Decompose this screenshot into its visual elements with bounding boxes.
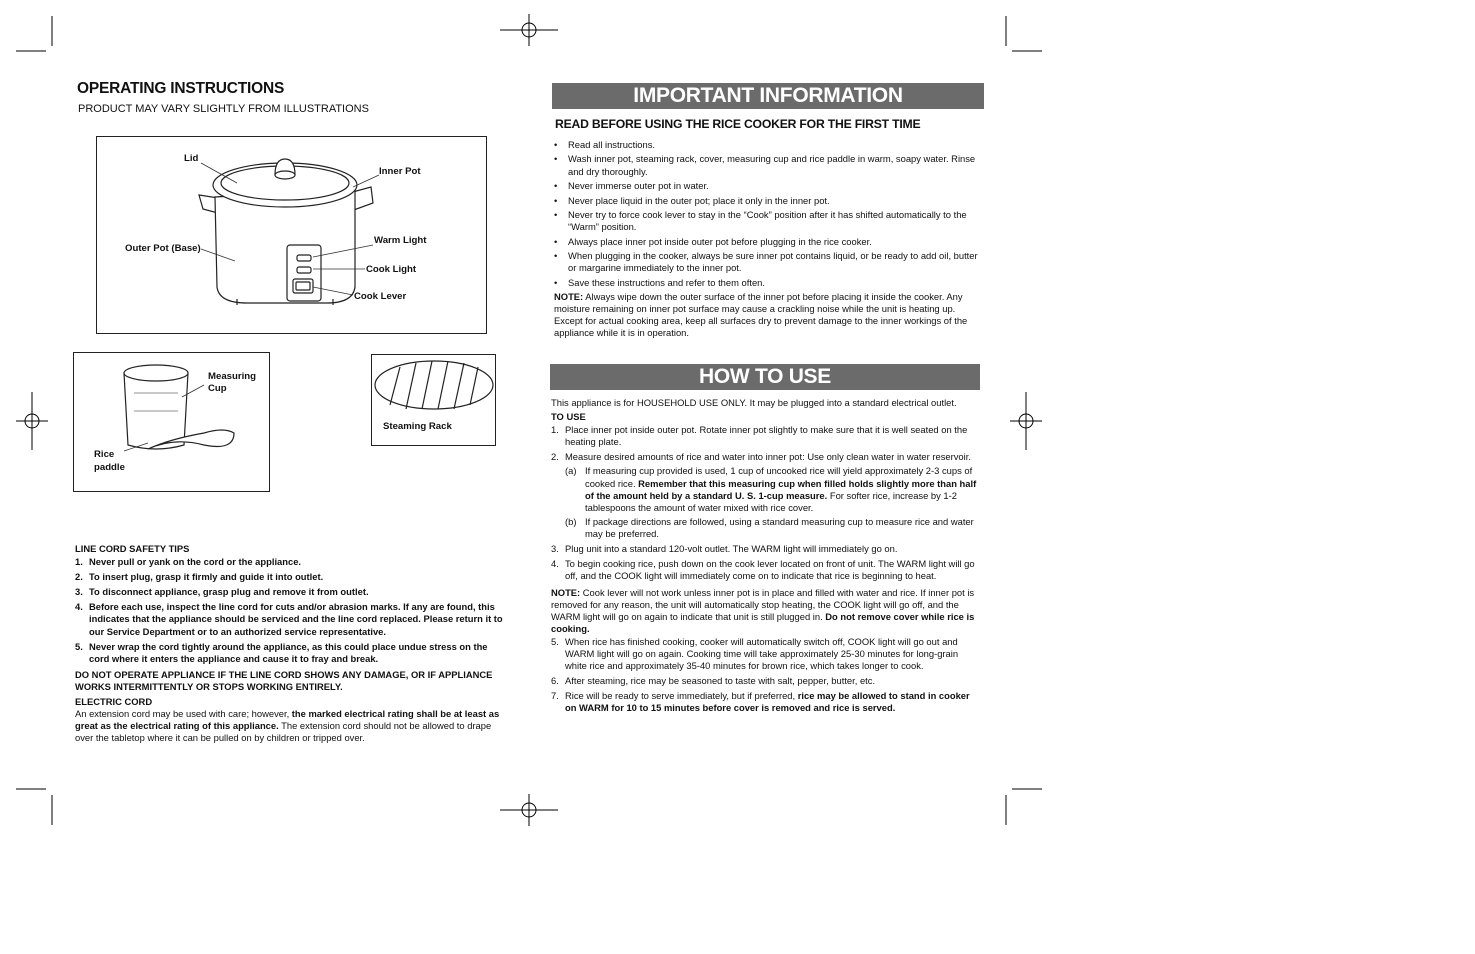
rack-rim xyxy=(375,361,493,409)
list-item: 3. To disconnect appliance, grasp plug and remove it from outlet. xyxy=(75,586,369,598)
to-use-title: TO USE xyxy=(551,411,586,423)
warm-light-indicator xyxy=(297,255,311,261)
line-cord-list xyxy=(75,556,505,665)
important-list-section xyxy=(554,139,982,340)
read-before-heading: READ BEFORE USING THE RICE COOKER FOR THE FIRST TIME xyxy=(555,117,921,131)
cup-paddle-diagram xyxy=(73,352,270,492)
line-cord-title: LINE CORD SAFETY TIPS xyxy=(75,543,190,554)
product-vary-note: PRODUCT MAY VARY SLIGHTLY FROM ILLUSTRATIONS xyxy=(78,103,369,115)
list-item: 5. Never wrap the cord tightly around the appliance, as this could place undue stress on the cord where it enters the appliance and cause it to fray and break. xyxy=(75,640,488,664)
list-item: • Save these instructions and refer to them often. xyxy=(554,276,765,288)
electric-cord-title: ELECTRIC CORD xyxy=(75,696,153,708)
do-not-operate-warning: DO NOT OPERATE APPLIANCE IF THE LINE CORD SHOWS ANY DAMAGE, OR IF APPLIANCE WORKS INTERMITTENTLY OR STOPS WORKING ENTIRELY. xyxy=(75,668,493,692)
list-item: 1. Place inner pot inside outer pot. Rotate inner pot slightly to make sure that it is well seated on the heating plate. xyxy=(551,424,968,448)
label-steaming-rack: Steaming Rack xyxy=(383,421,452,432)
label-inner-pot: Inner Pot xyxy=(379,166,421,177)
list-item: • Always place inner pot inside outer pot before plugging in the rice cooker. xyxy=(554,235,872,247)
list-item: (b) If package directions are followed, using a standard measuring cup to measure rice and water may be preferred. xyxy=(565,516,974,540)
electric-cord-text: An extension cord may be used with care; however, the marked electrical rating shall be at least as great as the electrical rating of this appliance. The extension cord should not be allowed to drape over the tabletop where it can be pulled on by children or tripped over. xyxy=(75,708,500,744)
important-information-banner: IMPORTANT INFORMATION xyxy=(552,83,984,109)
list-item: 4. Before each use, inspect the line cord for cuts and/or abrasion marks. If any are found, this indicates that the appliance should be serviced and the line cord replaced. Please return it to our Service Department or to an authorized service representative. xyxy=(75,601,503,637)
to-use-steps-end xyxy=(551,636,979,714)
list-item: 4. To begin cooking rice, push down on the cook lever located on front of unit. The WARM light will go off, and the COOK light will immediately come on to indicate that rice is beginning to heat. xyxy=(551,557,975,581)
list-item: • Never immerse outer pot in water. xyxy=(554,180,709,192)
to-use-steps-cont xyxy=(551,543,979,582)
list-item: • When plugging in the cooker, always be sure inner pot contains liquid, or be ready to add oil, butter or margarine immediately to the inner pot. xyxy=(554,250,978,274)
list-item: • Read all instructions. xyxy=(554,139,656,150)
household-note: This appliance is for HOUSEHOLD USE ONLY. It may be plugged into a standard electrical outlet. xyxy=(551,397,957,408)
list-item: 5. When rice has finished cooking, cooker will automatically switch off, COOK light will go out and WARM light will go on again. Cooking time will take approximately 25-30 minutes for long-grain white rice and approximately 35-40 minutes for brown rice, which takes longer to cook. xyxy=(551,636,959,672)
important-note: NOTE: Always wipe down the outer surface of the inner pot before placing it inside the cooker. Any moisture remaining on inner pot surface may cause a crackling noise while the unit is heating up. Except for actual cooking area, keep all surfaces dry to prevent damage to the inner workings of the appliance while it is in operation. xyxy=(554,291,968,339)
list-item: 6. After steaming, rice may be seasoned to taste with salt, pepper, butter, etc. xyxy=(551,674,876,686)
registration-mark-bottom xyxy=(500,794,558,826)
list-item: 2. To insert plug, grasp it firmly and guide it into outlet. xyxy=(75,571,324,583)
label-warm-light: Warm Light xyxy=(374,235,427,246)
rice-cooker-diagram xyxy=(96,136,487,334)
rice-cooker-illustration xyxy=(97,137,488,335)
registration-mark-right xyxy=(1010,392,1042,450)
list-item: (a) If measuring cup provided is used, 1 cup of uncooked rice will yield approximately 2-3 cups of cooked rice. Remember that this measuring cup when filled holds slightly more than half of the amount held by a standard U. S. 1-cup measure. For softer rice, increase by 1-2 tablespoons the amount of water mixed with rice cover. xyxy=(565,465,977,513)
list-item: • Never try to force cook lever to stay in the “Cook” position after it has shifted automatically to the “Warm” position. xyxy=(554,209,967,233)
registration-mark-top xyxy=(500,14,558,46)
operating-instructions-heading: OPERATING INSTRUCTIONS xyxy=(77,80,285,97)
list-item: 2. Measure desired amounts of rice and water into inner pot: Use only clean water in water reservoir. xyxy=(551,450,971,462)
cook-lever-note: NOTE: Cook lever will not work unless inner pot is in place and filled with water and rice. If inner pot is removed for any reason, the unit will automatically stop heating, the COOK light will go off, and the WARM light will go on again to indicate that unit is still plugged in. Do not remove cover while rice is cooking. xyxy=(551,586,975,635)
how-to-use-banner: HOW TO USE xyxy=(550,364,980,390)
label-outer-pot: Outer Pot (Base) xyxy=(125,243,201,254)
list-item: 3. Plug unit into a standard 120-volt outlet. The WARM light will immediately go on. xyxy=(551,543,898,555)
steaming-rack-diagram xyxy=(371,354,496,446)
list-item: • Never place liquid in the outer pot; place it only in the inner pot. xyxy=(554,194,830,206)
label-cook-light: Cook Light xyxy=(366,264,417,275)
list-item: 7. Rice will be ready to serve immediately, but if preferred, rice may be allowed to stand in cooker on WARM for 10 to 15 minutes before cover is removed and rice is served. xyxy=(551,689,970,713)
important-bullets xyxy=(554,139,982,289)
label-cook-lever: Cook Lever xyxy=(354,291,407,302)
list-item: 1. Never pull or yank on the cord or the appliance. xyxy=(75,556,302,568)
registration-mark-left xyxy=(16,392,48,450)
list-item: • Wash inner pot, steaming rack, cover, measuring cup and rice paddle in warm, soapy water. Rinse and dry thoroughly. xyxy=(554,153,976,177)
to-use-steps xyxy=(551,424,979,463)
label-lid: Lid xyxy=(184,153,199,164)
label-rice-1: Rice xyxy=(94,449,115,460)
cook-light-indicator xyxy=(297,267,311,273)
how-to-use-section xyxy=(551,397,979,716)
label-measuring-2: Cup xyxy=(208,383,227,394)
label-rice-2: paddle xyxy=(94,462,125,473)
label-measuring-1: Measuring xyxy=(208,371,256,382)
line-cord-section xyxy=(75,543,505,744)
steaming-rack-illustration xyxy=(372,355,497,447)
